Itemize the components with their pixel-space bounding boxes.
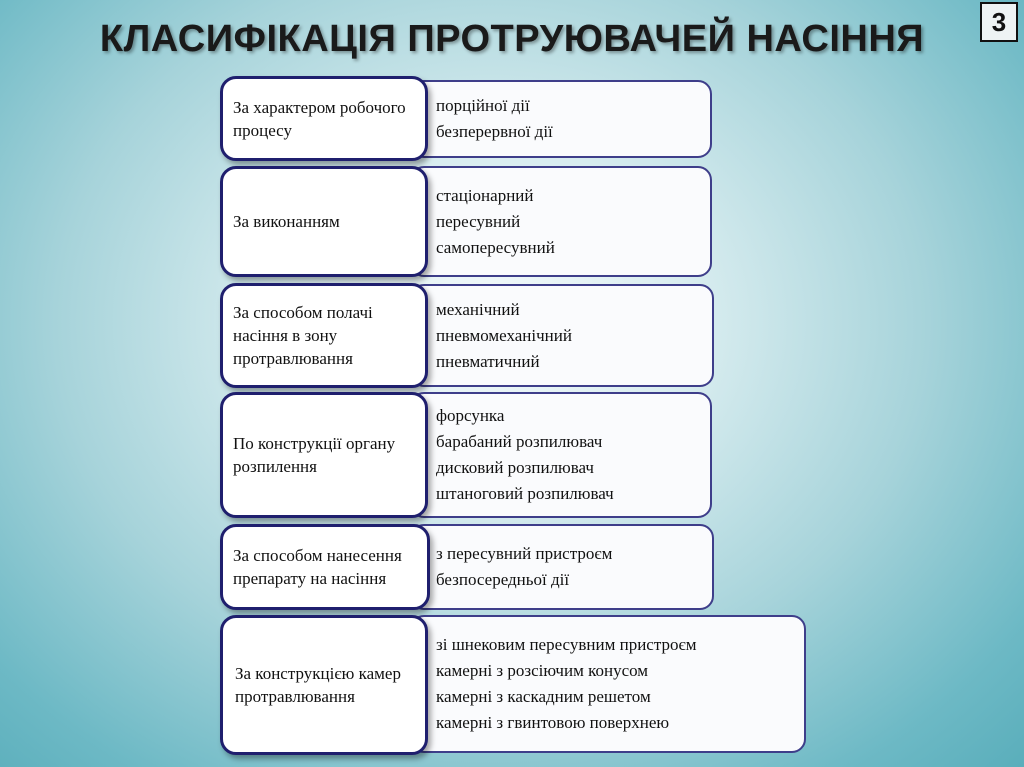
- category-items-5: [410, 524, 714, 610]
- list-item: камерні з каскадним решетом: [436, 687, 651, 706]
- category-label-text: По конструкції органу розпилення: [233, 434, 396, 476]
- category-label-5: [220, 524, 430, 610]
- list-item: форсунка: [436, 406, 505, 425]
- list-item: самопересувний: [436, 237, 555, 257]
- category-label-text: За виконанням: [233, 212, 340, 231]
- list-item: стаціонарний: [436, 185, 534, 205]
- list-item: порційної дії: [436, 96, 530, 115]
- category-label-text: За конструкцією камер протравлювання: [235, 664, 401, 706]
- list-item: пересувний: [436, 211, 521, 231]
- list-item: камерні з розсіючим конусом: [436, 661, 649, 680]
- category-label-4: [220, 392, 428, 518]
- list-item: пневматичний: [436, 351, 540, 371]
- page-number: 3: [980, 2, 1018, 42]
- list-item: барабаний розпилювач: [436, 432, 603, 451]
- list-item: зі шнековим пересувним пристроєм: [436, 635, 697, 654]
- page-title: КЛАСИФІКАЦІЯ ПРОТРУЮВАЧЕЙ НАСІННЯ: [99, 18, 925, 60]
- category-label-2: [220, 166, 428, 277]
- list-item: пневмомеханічний: [436, 325, 572, 345]
- category-items-6: [410, 615, 806, 753]
- list-item: безпосередньої дії: [436, 570, 570, 589]
- list-item: безперервної дії: [436, 122, 553, 141]
- category-items-4: [410, 392, 712, 518]
- category-label-text: За характером робочого процесу: [233, 97, 406, 140]
- list-item: дисковий розпилювач: [436, 458, 594, 477]
- category-label-text: За способом нанесення препарату на насіння: [233, 546, 402, 588]
- category-label-text: За способом полачі насіння в зону протравлювання: [233, 303, 373, 368]
- category-items-3: [410, 284, 714, 387]
- list-item: штаноговий розпилювач: [436, 484, 614, 503]
- category-label-3: [220, 283, 428, 388]
- list-item: камерні з гвинтовою поверхнею: [436, 713, 670, 732]
- category-items-1: [410, 80, 712, 158]
- category-label-1: [220, 76, 428, 161]
- category-label-6: [220, 615, 428, 755]
- category-items-2: [410, 166, 712, 277]
- list-item: механічний: [436, 299, 520, 319]
- list-item: з пересувний пристроєм: [436, 544, 613, 563]
